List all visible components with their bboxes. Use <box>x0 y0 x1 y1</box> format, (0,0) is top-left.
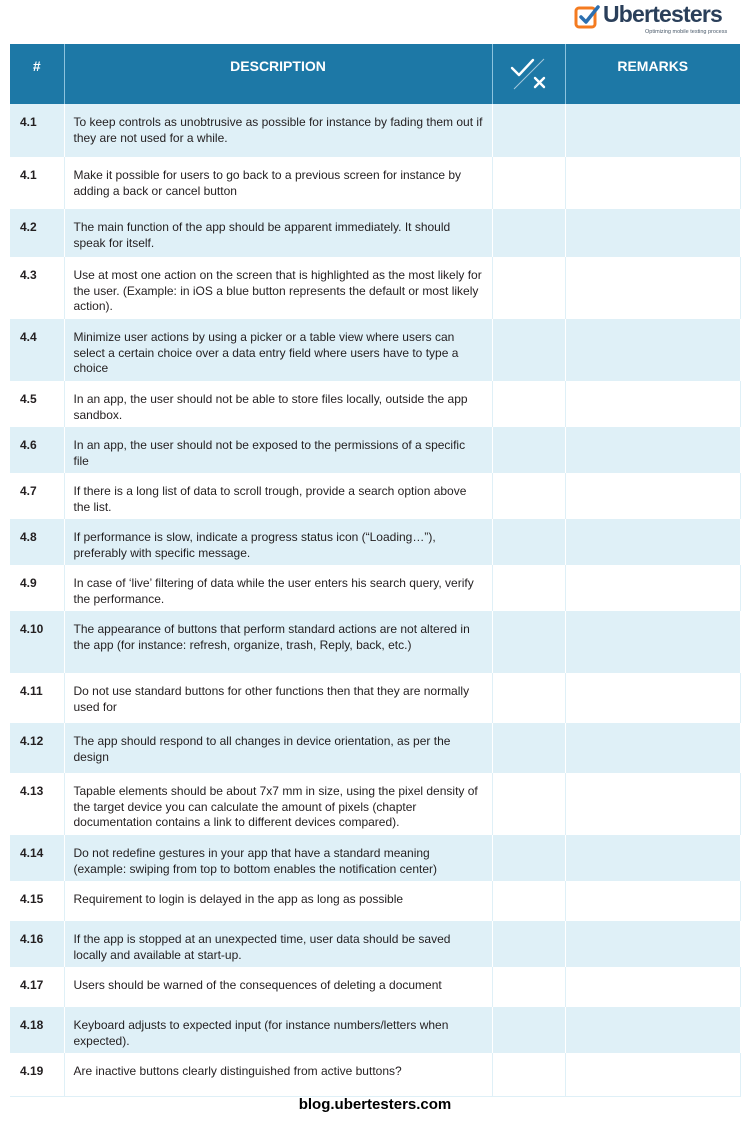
table-row <box>10 773 740 835</box>
item-description: Do not use standard buttons for other functions then that they are normally used for <box>64 673 492 723</box>
remarks-cell[interactable] <box>565 319 740 381</box>
table-row <box>10 257 740 319</box>
item-description: The app should respond to all changes in device orientation, as per the design <box>64 723 492 773</box>
remarks-cell[interactable] <box>565 673 740 723</box>
table-row <box>10 1053 740 1096</box>
table-row <box>10 209 740 257</box>
check-cell[interactable] <box>492 921 565 967</box>
item-number: 4.7 <box>10 473 64 519</box>
column-header-description: DESCRIPTION <box>64 44 492 104</box>
check-cell[interactable] <box>492 835 565 881</box>
check-cell[interactable] <box>492 611 565 673</box>
remarks-cell[interactable] <box>565 967 740 1007</box>
remarks-cell[interactable] <box>565 723 740 773</box>
item-description: In case of ‘live’ filtering of data while the user enters his search query, verify the performance. <box>64 565 492 611</box>
item-number: 4.6 <box>10 427 64 473</box>
item-number: 4.5 <box>10 381 64 427</box>
footer-blog-url[interactable]: blog.ubertesters.com <box>298 1096 452 1113</box>
item-number: 4.4 <box>10 319 64 381</box>
table-row <box>10 611 740 673</box>
item-description: Do not redefine gestures in your app that have a standard meaning (example: swiping from top to bottom enables the notification center) <box>64 835 492 881</box>
table-row <box>10 1007 740 1053</box>
check-cell[interactable] <box>492 1053 565 1096</box>
remarks-cell[interactable] <box>565 473 740 519</box>
usability-checklist-table <box>10 44 741 1097</box>
remarks-cell[interactable] <box>565 381 740 427</box>
brand-name: Ubertesters <box>603 1 723 27</box>
table-row <box>10 473 740 519</box>
table-row <box>10 381 740 427</box>
item-description: The appearance of buttons that perform standard actions are not altered in the app (for instance: refresh, organize, trash, Reply, back, etc.) <box>64 611 492 673</box>
table-row <box>10 519 740 565</box>
remarks-cell[interactable] <box>565 1007 740 1053</box>
remarks-cell[interactable] <box>565 519 740 565</box>
check-cell[interactable] <box>492 723 565 773</box>
check-cell[interactable] <box>492 209 565 257</box>
column-header-remarks: REMARKS <box>565 44 740 104</box>
table-row <box>10 104 740 157</box>
item-number: 4.8 <box>10 519 64 565</box>
item-number: 4.16 <box>10 921 64 967</box>
item-description: Make it possible for users to go back to a previous screen for instance by adding a back or cancel button <box>64 157 492 209</box>
check-cell[interactable] <box>492 473 565 519</box>
item-description: To keep controls as unobtrusive as possible for instance by fading them out if they are not used for a while. <box>64 104 492 157</box>
item-description: Requirement to login is delayed in the app as long as possible <box>64 881 492 921</box>
check-cell[interactable] <box>492 565 565 611</box>
item-number: 4.1 <box>10 157 64 209</box>
checkbox-check-icon <box>574 4 600 30</box>
check-cell[interactable] <box>492 319 565 381</box>
table-header-row <box>10 44 740 104</box>
check-cell[interactable] <box>492 967 565 1007</box>
table-row <box>10 723 740 773</box>
item-number: 4.18 <box>10 1007 64 1053</box>
check-cell[interactable] <box>492 773 565 835</box>
brand-tagline: Optimizing mobile testing process <box>645 29 728 35</box>
item-number: 4.11 <box>10 673 64 723</box>
check-cross-icon <box>509 56 549 92</box>
check-cell[interactable] <box>492 104 565 157</box>
table-row <box>10 967 740 1007</box>
item-description: In an app, the user should not be exposed to the permissions of a specific file <box>64 427 492 473</box>
item-description: Keyboard adjusts to expected input (for instance numbers/letters when expected). <box>64 1007 492 1053</box>
item-number: 4.2 <box>10 209 64 257</box>
table-row <box>10 921 740 967</box>
item-description: If performance is slow, indicate a progress status icon (“Loading…”), preferably with specific message. <box>64 519 492 565</box>
item-description: Use at most one action on the screen that is highlighted as the most likely for the user. (Example: in iOS a blue button represents the default or most likely action). <box>64 257 492 319</box>
column-header-check <box>492 44 565 104</box>
column-header-number: # <box>10 44 64 104</box>
table-row <box>10 881 740 921</box>
item-description: The main function of the app should be apparent immediately. It should speak for itself. <box>64 209 492 257</box>
check-cell[interactable] <box>492 257 565 319</box>
ubertesters-logo <box>574 3 734 39</box>
item-description: If there is a long list of data to scroll trough, provide a search option above the list. <box>64 473 492 519</box>
remarks-cell[interactable] <box>565 157 740 209</box>
check-cell[interactable] <box>492 881 565 921</box>
remarks-cell[interactable] <box>565 921 740 967</box>
remarks-cell[interactable] <box>565 611 740 673</box>
table-row <box>10 427 740 473</box>
table-row <box>10 319 740 381</box>
remarks-cell[interactable] <box>565 773 740 835</box>
table-row <box>10 565 740 611</box>
remarks-cell[interactable] <box>565 835 740 881</box>
remarks-cell[interactable] <box>565 881 740 921</box>
item-description: Users should be warned of the consequences of deleting a document <box>64 967 492 1007</box>
item-number: 4.1 <box>10 104 64 157</box>
item-description: In an app, the user should not be able to store files locally, outside the app sandbox. <box>64 381 492 427</box>
check-cell[interactable] <box>492 427 565 473</box>
item-number: 4.3 <box>10 257 64 319</box>
remarks-cell[interactable] <box>565 427 740 473</box>
item-number: 4.12 <box>10 723 64 773</box>
item-description: If the app is stopped at an unexpected time, user data should be saved locally and available at start-up. <box>64 921 492 967</box>
item-number: 4.15 <box>10 881 64 921</box>
remarks-cell[interactable] <box>565 209 740 257</box>
table-row <box>10 673 740 723</box>
table-row <box>10 157 740 209</box>
item-number: 4.19 <box>10 1053 64 1096</box>
check-cell[interactable] <box>492 1007 565 1053</box>
item-description: Tapable elements should be about 7x7 mm in size, using the pixel density of the target device you can calculate the amount of pixels (chapter documentation contains a link to different devices compared). <box>64 773 492 835</box>
table-row <box>10 835 740 881</box>
item-number: 4.13 <box>10 773 64 835</box>
check-cell[interactable] <box>492 381 565 427</box>
check-cell[interactable] <box>492 157 565 209</box>
item-number: 4.10 <box>10 611 64 673</box>
item-number: 4.9 <box>10 565 64 611</box>
item-number: 4.17 <box>10 967 64 1007</box>
check-cell[interactable] <box>492 673 565 723</box>
item-description: Minimize user actions by using a picker or a table view where users can select a certain choice over a data entry field where users have to type a choice <box>64 319 492 381</box>
check-cell[interactable] <box>492 519 565 565</box>
remarks-cell[interactable] <box>565 104 740 157</box>
remarks-cell[interactable] <box>565 257 740 319</box>
item-description: Are inactive buttons clearly distinguished from active buttons? <box>64 1053 492 1096</box>
remarks-cell[interactable] <box>565 565 740 611</box>
item-number: 4.14 <box>10 835 64 881</box>
remarks-cell[interactable] <box>565 1053 740 1096</box>
